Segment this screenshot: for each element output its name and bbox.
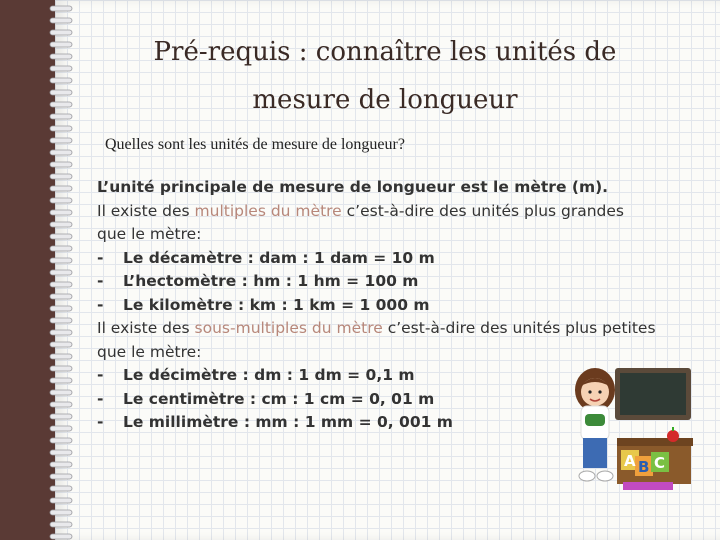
spiral-ring (50, 522, 72, 527)
submultiples-prefix: Il existe des (97, 319, 195, 337)
spiral-binding (0, 0, 80, 540)
main-unit-line: L’unité principale de mesure de longueur est le mètre (m). (97, 178, 609, 196)
spiral-ring (50, 162, 72, 167)
spiral-ring (50, 222, 72, 227)
chalkboard (620, 373, 686, 415)
multiple-hectometre: L’hectomètre : hm : 1 hm = 100 m (123, 272, 419, 290)
right-shoe (597, 471, 613, 481)
spiral-ring (50, 534, 72, 539)
spiral-ring (50, 486, 72, 491)
spiral-ring (50, 438, 72, 443)
spiral-ring (50, 258, 72, 263)
list-item (97, 247, 657, 271)
spiral-ring (50, 282, 72, 287)
question-text: Quelles sont les unités de mesure de longueur? (105, 136, 405, 153)
spiral-ring (50, 126, 72, 131)
spiral-ring (50, 378, 72, 383)
spiral-ring (50, 498, 72, 503)
book-icon (585, 414, 605, 426)
apple-stem (672, 427, 674, 431)
block-letter-c: C (654, 454, 666, 472)
block-letter-b: B (638, 458, 650, 476)
spiral-ring (50, 78, 72, 83)
multiple-decametre: Le décamètre : dam : 1 dam = 10 m (123, 248, 435, 267)
spiral-ring (50, 366, 72, 371)
spiral-ring (50, 318, 72, 323)
jeans (583, 438, 607, 468)
spiral-ring (50, 342, 72, 347)
list-item (97, 270, 657, 294)
bullet-dash: - (97, 413, 104, 431)
multiples-highlight: multiples du mètre (194, 201, 342, 220)
spiral-ring (50, 390, 72, 395)
bullet-dash: - (97, 272, 104, 290)
multiple-kilometre: Le kilomètre : km : 1 km = 1 000 m (123, 295, 430, 314)
submultiple-decimetre: Le décimètre : dm : 1 dm = 0,1 m (123, 366, 415, 384)
submultiples-intro (97, 317, 657, 364)
spiral-ring (50, 6, 72, 11)
spiral-ring (50, 30, 72, 35)
bullet-dash: - (97, 389, 104, 408)
spiral-ring (50, 450, 72, 455)
spiral-ring (50, 354, 72, 359)
bullet-dash: - (97, 366, 104, 384)
spiral-ring (50, 42, 72, 47)
spiral-ring (50, 306, 72, 311)
spiral-ring (50, 114, 72, 119)
block-letter-a: A (624, 452, 636, 470)
spiral-ring (50, 294, 72, 299)
desk-top (617, 438, 693, 446)
multiples-prefix: Il existe des (97, 201, 195, 220)
spiral-ring (50, 186, 72, 191)
spiral-ring (50, 150, 72, 155)
spiral-ring (50, 90, 72, 95)
spiral-ring (50, 462, 72, 467)
spiral-ring (50, 246, 72, 251)
spiral-ring (50, 414, 72, 419)
spiral-ring (50, 66, 72, 71)
teacher-clipart (565, 364, 693, 494)
apple-icon (667, 430, 679, 442)
spiral-ring (50, 510, 72, 515)
list-item (97, 294, 657, 318)
spiral-ring (50, 210, 72, 215)
left-eye (588, 390, 591, 393)
submultiples-highlight: sous-multiples du mètre (194, 319, 383, 337)
submultiples-suffix: c’est-à-dire des unités plus petites que le mètre: (97, 319, 656, 361)
bullet-dash: - (97, 248, 104, 267)
multiples-intro (97, 200, 657, 247)
spiral-ring (50, 330, 72, 335)
spiral-ring (50, 54, 72, 59)
submultiple-centimetre: Le centimètre : cm : 1 cm = 0, 01 m (123, 389, 435, 408)
spiral-ring (50, 426, 72, 431)
bullet-dash: - (97, 295, 104, 314)
spiral-ring (50, 234, 72, 239)
spiral-ring (50, 474, 72, 479)
spiral-ring (50, 402, 72, 407)
spiral-ring (50, 270, 72, 275)
spiral-ring (50, 138, 72, 143)
spiral-ring (50, 102, 72, 107)
submultiple-millimetre: Le millimètre : mm : 1 mm = 0, 001 m (123, 413, 453, 431)
spiral-ring (50, 174, 72, 179)
spiral-ring (50, 18, 72, 23)
left-shoe (579, 471, 595, 481)
desk-base (623, 482, 673, 490)
spiral-ring (50, 198, 72, 203)
slide-title: Pré-requis : connaître les unités de mesure de longueur (153, 37, 617, 115)
multiples-suffix: c’est-à-dire des unités plus grandes que le mètre: (97, 201, 625, 243)
right-eye (598, 390, 601, 393)
